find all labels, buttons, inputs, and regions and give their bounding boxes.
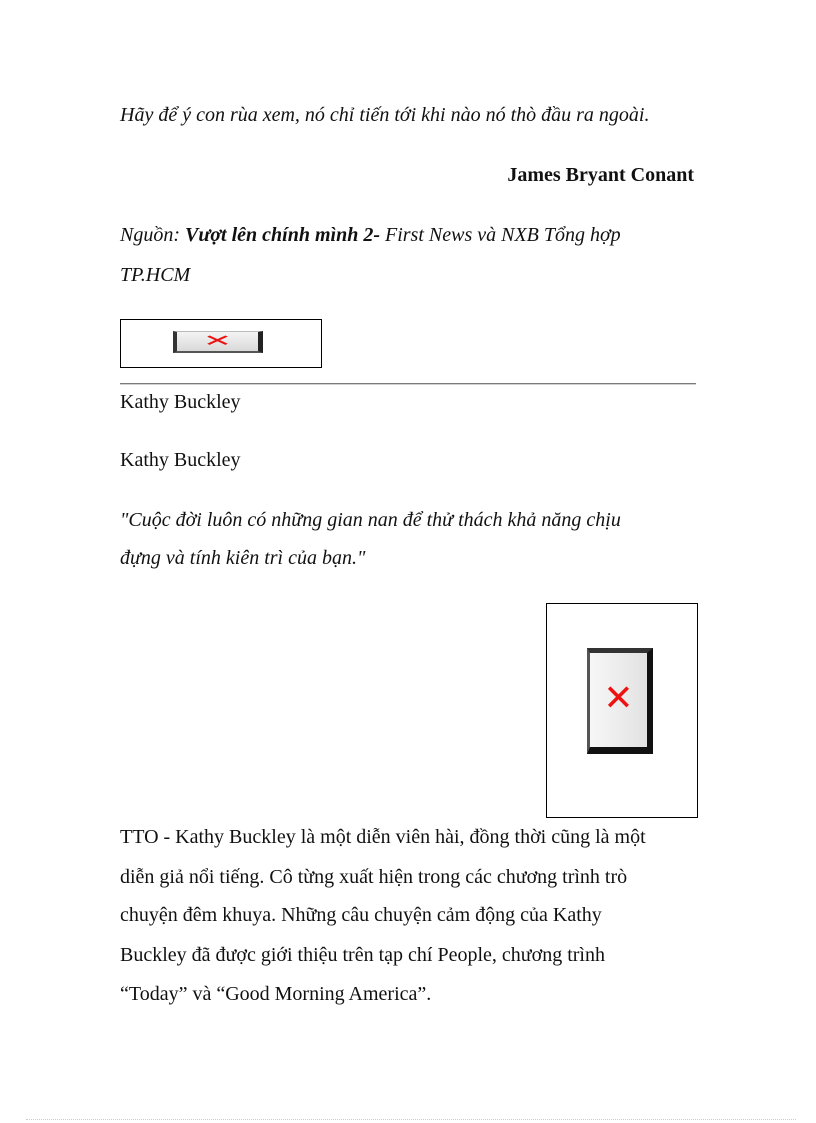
page-bottom-border [26,1119,796,1120]
broken-image-icon [587,648,653,754]
broken-image-icon [173,331,263,353]
portrait-image-placeholder [546,603,698,818]
body-line: “Today” và “Good Morning America”. [120,983,432,1005]
source-line [120,222,700,248]
article-heading-2: Kathy Buckley [120,449,241,471]
body-line: chuyện đêm khuya. Những câu chuyện cảm động của Kathy [120,904,602,926]
article-quote-line-1: "Cuộc đời luôn có những gian nan để thử thách khả năng chịu [120,509,621,531]
banner-image-placeholder [120,319,322,368]
broken-mark: ✕ [202,331,233,350]
source-publisher: First News và NXB Tổng hợp [380,224,621,246]
broken-mark: ✕ [603,678,634,719]
source-prefix: Nguồn: [120,224,185,246]
article-heading-1: Kathy Buckley [120,391,241,413]
article-quote-line-2: đựng và tính kiên trì của bạn." [120,547,366,569]
source-line-2: TP.HCM [120,264,191,286]
divider [120,383,696,385]
body-line: diễn giả nổi tiếng. Cô từng xuất hiện trong các chương trình trò [120,866,628,888]
source-title: Vượt lên chính mình 2- [185,224,380,246]
body-line: TTO - Kathy Buckley là một diễn viên hài, đồng thời cũng là một [120,826,646,848]
body-line: Buckley đã được giới thiệu trên tạp chí People, chương trình [120,944,605,966]
quote-author: James Bryant Conant [507,164,694,186]
opening-quote: Hãy để ý con rùa xem, nó chỉ tiến tới khi nào nó thò đầu ra ngoài. [120,104,650,126]
